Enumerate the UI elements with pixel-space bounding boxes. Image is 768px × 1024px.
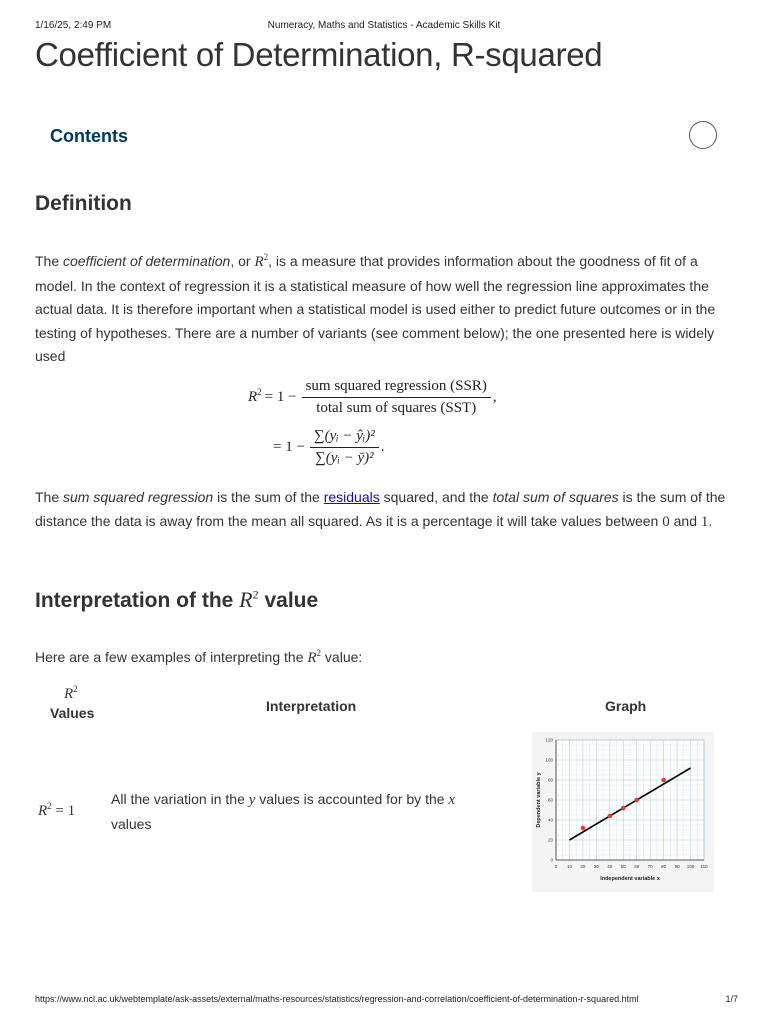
column-r2-symbol: $R^2$ <box>64 684 78 702</box>
text-span: , is a measure that provides information about the goodness of fit of a model. In the context of regression it is a statistical measure of how well the regression line approximates the actual data. It is therefore important when a statistical model is used either to predict future outcomes or in the testing of hypotheses. There are a number of variants (see comment below); the one presented here is widely used <box>35 253 716 364</box>
text-span: value: <box>321 649 363 665</box>
data-point <box>621 806 626 811</box>
formula-tail2: . <box>380 439 385 455</box>
var-y: y <box>248 792 256 808</box>
y-tick-label: 100 <box>545 757 553 763</box>
text-span: , or <box>230 253 255 269</box>
value-one: 1 <box>700 513 709 530</box>
formula-numerator-1: sum squared regression (SSR) <box>302 378 491 398</box>
y-tick-label: 60 <box>547 797 553 803</box>
y-tick-label: 20 <box>547 837 553 843</box>
formula-numerator-2: ∑(yᵢ − ŷᵢ)² <box>310 428 379 448</box>
print-page-title: Numeracy, Maths and Statistics - Academic Skills Kit <box>267 20 501 31</box>
x-tick-label: 110 <box>700 864 708 869</box>
y-tick-label: 80 <box>547 777 553 783</box>
r-squared-formula <box>248 378 548 476</box>
x-tick-label: 20 <box>580 864 586 869</box>
term-sum-squared-regression: sum squared regression <box>63 489 214 505</box>
interpretation-heading <box>35 587 318 613</box>
x-tick-label: 50 <box>620 864 626 869</box>
formula-tail1: , <box>492 389 497 405</box>
column-header-graph: Graph <box>605 698 647 714</box>
text-span: values is accounted for by the <box>255 791 449 807</box>
scatter-graph <box>532 732 714 892</box>
formula-denominator-1: total sum of squares (SST) <box>316 400 477 416</box>
text-span: . <box>708 512 713 529</box>
formula-eq2: = 1 − <box>273 439 305 455</box>
text-span: Here are a few examples of interpreting the <box>35 649 308 665</box>
var-x: x <box>448 792 456 808</box>
term-total-sum-of-squares: total sum of squares <box>492 489 619 505</box>
r-squared-symbol: $R^2$ <box>239 587 259 612</box>
print-datetime: 1/16/25, 2:49 PM <box>35 20 112 31</box>
print-header <box>35 20 733 34</box>
heading-text: value <box>258 589 319 612</box>
y-tick-label: 120 <box>545 737 553 743</box>
text-span: is the sum of the <box>213 489 324 505</box>
data-point <box>581 826 586 831</box>
text-span: values <box>111 815 152 832</box>
data-point <box>634 798 639 803</box>
r-squared-symbol: $R^2$ <box>254 252 269 270</box>
value-zero: 0 <box>662 513 670 530</box>
text-span: squared, and the <box>379 489 493 505</box>
residuals-paragraph <box>35 486 735 534</box>
r2-value-text: = 1 <box>55 803 76 819</box>
y-axis-label: Dependent variable y <box>536 772 542 828</box>
r-squared-symbol: $R^2$ <box>307 648 322 666</box>
page-title: Coefficient of Determination, R-squared <box>35 36 603 73</box>
column-header-interpretation: Interpretation <box>266 698 357 714</box>
x-tick-label: 30 <box>593 864 599 869</box>
definition-paragraph <box>35 250 735 369</box>
formula-fraction-2 <box>310 428 379 467</box>
x-tick-label: 60 <box>634 864 640 869</box>
data-point <box>661 778 666 783</box>
contents-heading[interactable]: Contents <box>50 126 128 146</box>
formula-fraction-1 <box>302 378 491 417</box>
x-tick-label: 100 <box>686 864 695 869</box>
text-span: All the variation in the <box>111 791 249 807</box>
text-span: is the sum of the distance the data is away from the mean all squared. As it is a percentage it will take values between <box>35 489 726 529</box>
table-row-interpretation <box>111 788 491 836</box>
data-point <box>608 814 613 819</box>
formula-lhs-letter: R <box>248 389 258 405</box>
text-span: The <box>35 253 64 269</box>
text-span: The <box>35 489 64 505</box>
y-tick-label: 0 <box>550 857 553 863</box>
print-page-number: 1/7 <box>725 994 738 1004</box>
interpretation-intro <box>35 646 735 671</box>
formula-row-1 <box>248 378 497 417</box>
column-header-values: Values <box>50 705 95 721</box>
y-tick-label: 40 <box>547 817 553 823</box>
formula-denominator-2: ∑(yᵢ − ȳ)² <box>315 450 374 466</box>
x-tick-label: 90 <box>674 864 680 869</box>
term-coefficient-of-determination: coefficient of determination <box>63 253 231 269</box>
x-tick-label: 0 <box>554 864 558 869</box>
heading-text: Interpretation of the <box>35 589 240 612</box>
formula-lhs: $R^2$ <box>248 387 262 405</box>
x-tick-label: 70 <box>647 864 653 869</box>
residuals-link[interactable]: residuals <box>323 489 380 505</box>
print-url: https://www.ncl.ac.uk/webtemplate/ask-assets/external/maths-resources/statistics/regression-and-correlation/coefficient-of-determination-r-squared.html <box>35 994 639 1004</box>
definition-heading: Definition <box>35 192 132 215</box>
text-span: and <box>669 512 701 529</box>
x-tick-label: 40 <box>607 864 613 869</box>
x-axis-label: Independent variable x <box>600 876 660 882</box>
formula-eq1: = 1 − <box>264 389 297 405</box>
formula-row-2 <box>270 428 385 467</box>
table-row-r2-value: $R^2 = 1$ <box>38 801 76 819</box>
contents-toggle-icon[interactable] <box>689 121 717 149</box>
x-tick-label: 80 <box>661 864 667 869</box>
x-tick-label: 10 <box>566 864 572 869</box>
